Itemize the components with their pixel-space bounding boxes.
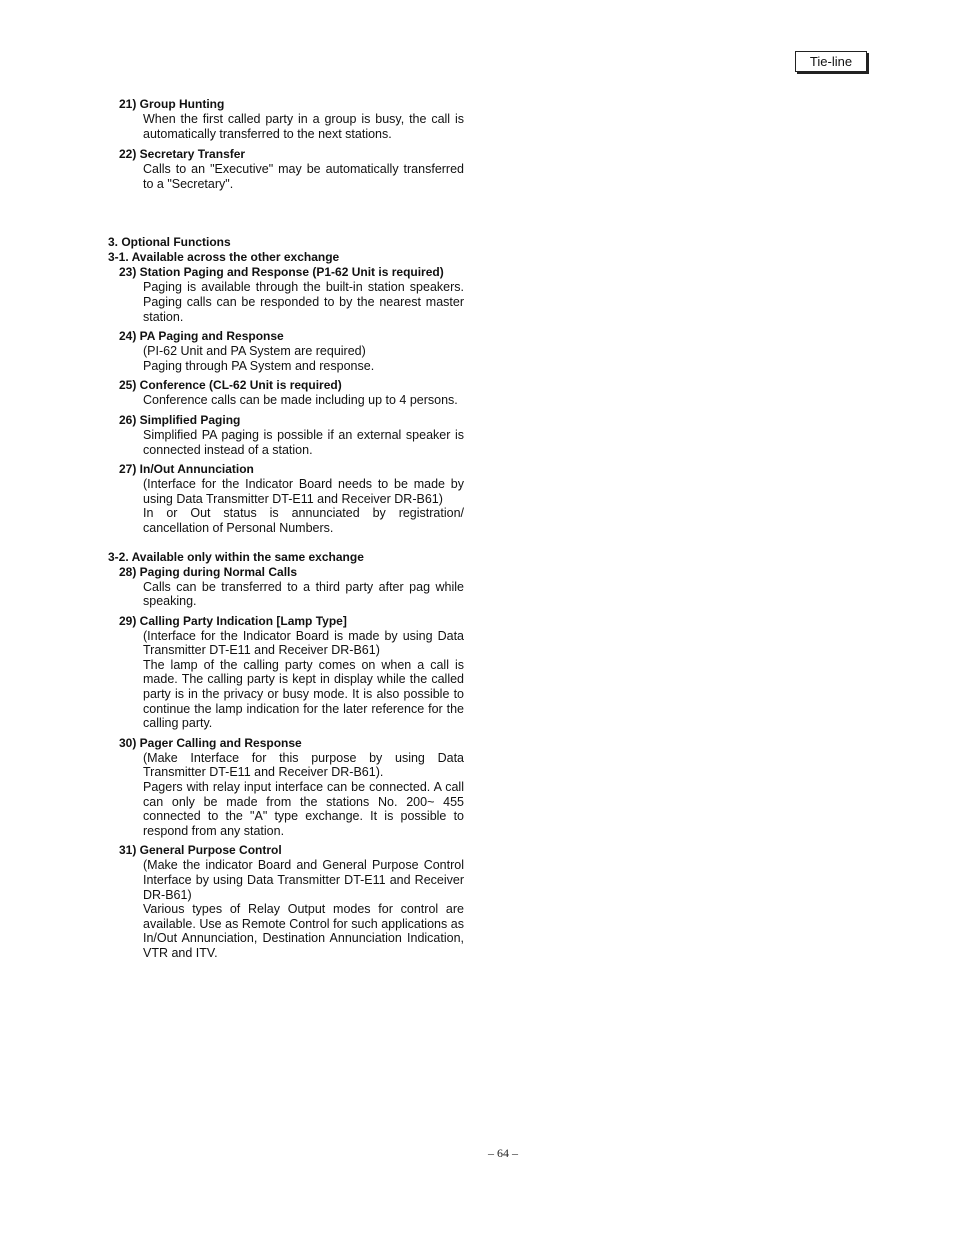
item-paragraph: (Interface for the Indicator Board is made by using Data Transmitter DT-E11 and Receiver DR-B61) bbox=[143, 628, 464, 658]
item-body bbox=[143, 393, 464, 408]
item-paragraph: In or Out status is annunciated by registration/ cancellation of Personal Numbers. bbox=[143, 506, 464, 535]
item-title: 27) In/Out Annunciation bbox=[119, 462, 254, 477]
item-title: 24) PA Paging and Response bbox=[119, 329, 284, 344]
item-title: 23) Station Paging and Response (P1-62 Unit is required) bbox=[119, 265, 444, 280]
subsection-title: 3-1. Available across the other exchange bbox=[108, 250, 340, 265]
item-28 bbox=[108, 565, 464, 609]
item-paragraph: When the first called party in a group is busy, the call is automatically transferred to the next stations. bbox=[143, 112, 464, 141]
item-body bbox=[143, 162, 464, 191]
item-paragraph: Pagers with relay input interface can be connected. A call can only be made from the stations No. 200~ 455 connected to the "A" type exchange. It is possible to respond from any station. bbox=[143, 780, 464, 838]
item-30 bbox=[108, 736, 464, 839]
item-title: 28) Paging during Normal Calls bbox=[119, 564, 298, 579]
item-body bbox=[143, 344, 464, 373]
section-tag: Tie-line bbox=[795, 51, 867, 72]
item-title: 21) Group Hunting bbox=[119, 97, 225, 111]
item-title: 26) Simplified Paging bbox=[119, 412, 241, 427]
item-body bbox=[143, 751, 464, 839]
item-26 bbox=[108, 413, 464, 457]
item-body bbox=[143, 280, 464, 324]
item-31 bbox=[108, 843, 464, 960]
item-body bbox=[143, 580, 464, 609]
item-paragraph: (Make Interface for this purpose by using Data Transmitter DT-E11 and Receiver DR-B61). bbox=[143, 750, 464, 780]
item-body bbox=[143, 477, 464, 535]
item-paragraph: Calls to an "Executive" may be automatically transferred to a "Secretary". bbox=[143, 162, 464, 191]
item-body bbox=[143, 112, 464, 141]
subsection-title: 3-2. Available only within the same exchange bbox=[108, 549, 364, 564]
item-paragraph: Calls can be transferred to a third party after pag while speaking. bbox=[143, 579, 464, 609]
item-body bbox=[143, 428, 464, 457]
content-column bbox=[108, 97, 464, 961]
item-23 bbox=[108, 265, 464, 324]
item-paragraph: (Make the indicator Board and General Purpose Control Interface by using Data Transmitter DT-E11 and Receiver DR-B61) bbox=[143, 858, 464, 902]
item-paragraph: Paging through PA System and response. bbox=[143, 358, 375, 373]
item-title: 31) General Purpose Control bbox=[119, 843, 282, 858]
page-number: – 64 – bbox=[488, 1146, 518, 1160]
item-22 bbox=[108, 147, 464, 191]
item-paragraph: The lamp of the calling party comes on when a call is made. The calling party is kept in display while the called party is in the privacy or busy mode. It is also possible to continue the lamp indication for the later reference for the calling party. bbox=[143, 657, 464, 731]
item-29 bbox=[108, 614, 464, 731]
item-27 bbox=[108, 462, 464, 535]
item-21 bbox=[108, 97, 464, 141]
item-body bbox=[143, 629, 464, 731]
item-title: 25) Conference (CL-62 Unit is required) bbox=[119, 378, 342, 393]
item-paragraph: (PI-62 Unit and PA System are required) bbox=[143, 344, 366, 359]
item-paragraph: Paging is available through the built-in station speakers. Paging calls can be responded to by the nearest master station. bbox=[143, 280, 464, 324]
top-items bbox=[108, 97, 464, 191]
item-body bbox=[143, 858, 464, 960]
item-paragraph: Conference calls can be made including up to 4 persons. bbox=[143, 393, 458, 408]
item-title: 30) Pager Calling and Response bbox=[119, 735, 302, 750]
item-paragraph: Various types of Relay Output modes for control are available. Use as Remote Control for such applications as In/Out Annunciation, Destination Annunciation Indication, VTR and ITV. bbox=[143, 902, 464, 960]
item-25 bbox=[108, 378, 464, 408]
item-24 bbox=[108, 329, 464, 373]
item-paragraph: Simplified PA paging is possible if an external speaker is connected instead of a station. bbox=[143, 427, 464, 457]
item-title: 22) Secretary Transfer bbox=[119, 147, 246, 162]
item-title: 29) Calling Party Indication [Lamp Type] bbox=[119, 613, 347, 628]
item-paragraph: (Interface for the Indicator Board needs to be made by using Data Transmitter DT-E11 and Receiver DR-B61) bbox=[143, 477, 464, 506]
section-title: 3. Optional Functions bbox=[108, 235, 231, 250]
